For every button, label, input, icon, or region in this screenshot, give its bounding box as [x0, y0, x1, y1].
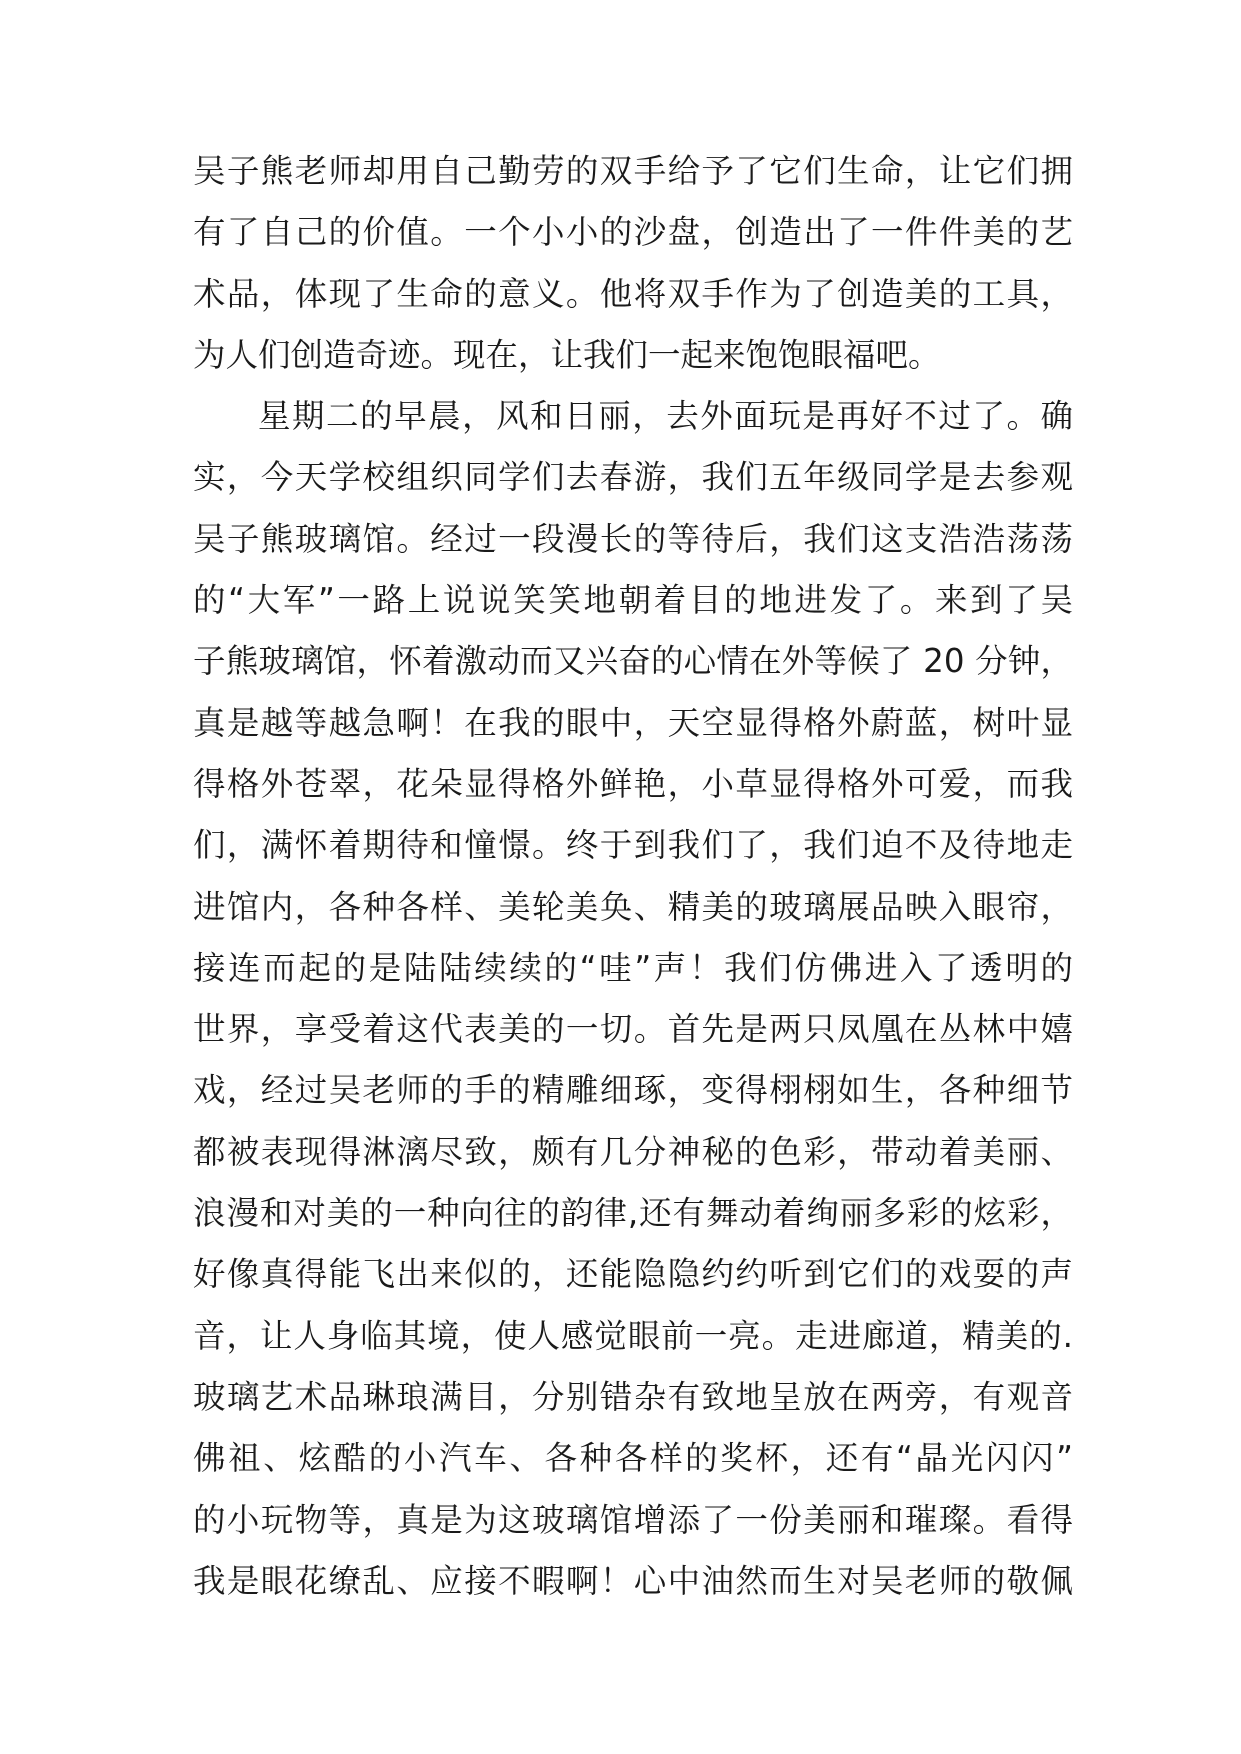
- text-line: 都被表现得淋漓尽致，颇有几分神秘的色彩，带动着美丽、: [193, 1132, 1073, 1171]
- text-line: 进馆内，各种各样、美轮美奂、精美的玻璃展品映入眼帘，: [193, 887, 1073, 926]
- text-line: 子熊玻璃馆，怀着激动而又兴奋的心情在外等候了 20 分钟，: [193, 642, 1073, 681]
- text-line: 真是越等越急啊！在我的眼中，天空显得格外蔚蓝，树叶显: [193, 703, 1073, 742]
- text-line: 音，让人身临其境，使人感觉眼前一亮。走进廊道，精美的.: [193, 1316, 1073, 1355]
- text-line: 我是眼花缭乱、应接不暇啊！心中油然而生对吴老师的敬佩: [193, 1561, 1073, 1600]
- text-line: 实，今天学校组织同学们去春游，我们五年级同学是去参观: [193, 458, 1073, 497]
- text-line: 佛祖、炫酷的小汽车、各种各样的奖杯，还有“晶光闪闪”: [193, 1439, 1073, 1478]
- text-line: 吴子熊玻璃馆。经过一段漫长的等待后，我们这支浩浩荡荡: [193, 519, 1073, 558]
- text-line: 接连而起的是陆陆续续的“哇”声！我们仿佛进入了透明的: [193, 948, 1073, 987]
- body-text: [193, 141, 1073, 1612]
- text-line: 术品，体现了生命的意义。他将双手作为了创造美的工具，: [193, 274, 1073, 313]
- text-line: 得格外苍翠，花朵显得格外鲜艳，小草显得格外可爱，而我: [193, 764, 1073, 803]
- text-line: 的“大军”一路上说说笑笑地朝着目的地进发了。来到了吴: [193, 581, 1073, 620]
- text-line: 浪漫和对美的一种向往的韵律,还有舞动着绚丽多彩的炫彩，: [193, 1194, 1073, 1233]
- text-line: 玻璃艺术品琳琅满目，分别错杂有致地呈放在两旁，有观音: [193, 1377, 1073, 1416]
- paragraph-start-line: 星期二的早晨，风和日丽，去外面玩是再好不过了。确: [258, 397, 1073, 436]
- text-line: 们，满怀着期待和憧憬。终于到我们了，我们迫不及待地走: [193, 826, 1073, 865]
- text-line: 世界，享受着这代表美的一切。首先是两只凤凰在丛林中嬉: [193, 1010, 1073, 1049]
- text-line: 戏，经过吴老师的手的精雕细琢，变得栩栩如生，各种细节: [193, 1071, 1073, 1110]
- text-line: 好像真得能飞出来似的，还能隐隐约约听到它们的戏耍的声: [193, 1255, 1073, 1294]
- text-line: 的小玩物等，真是为这玻璃馆增添了一份美丽和璀璨。看得: [193, 1500, 1073, 1539]
- text-line: 为人们创造奇迹。现在，让我们一起来饱饱眼福吧。: [193, 335, 941, 374]
- text-line: 有了自己的价值。一个小小的沙盘，创造出了一件件美的艺: [193, 213, 1073, 252]
- text-line: 吴子熊老师却用自己勤劳的双手给予了它们生命，让它们拥: [193, 152, 1073, 190]
